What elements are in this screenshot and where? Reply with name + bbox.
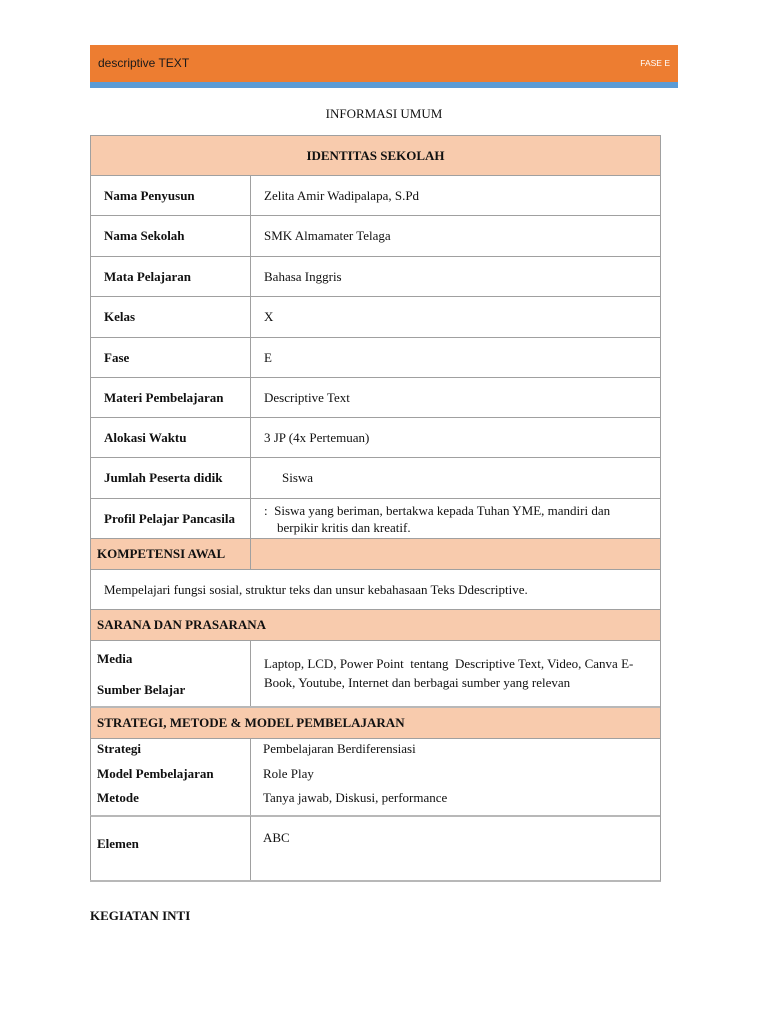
row-label-fase: Fase bbox=[90, 337, 250, 377]
row-label-alokasi-waktu: Alokasi Waktu bbox=[90, 417, 250, 457]
row-label-mata-pelajaran: Mata Pelajaran bbox=[90, 256, 250, 296]
model-pembelajaran-value: Role Play bbox=[263, 765, 314, 781]
strategi-values-cell bbox=[250, 738, 660, 815]
row-value-alokasi-waktu: 3 JP (4x Pertemuan) bbox=[250, 417, 660, 457]
sarana-value: Laptop, LCD, Power Point tentang Descriptive Text, Video, Canva E-Book, Youtube, Internet dan berbagai sumber yang relevan bbox=[250, 640, 660, 706]
kompetensi-text: Mempelajari fungsi sosial, struktur teks dan unsur kebahasaan Teks Ddescriptive. bbox=[90, 569, 660, 609]
section-title: INFORMASI UMUM bbox=[325, 106, 443, 121]
header-accent-strip bbox=[90, 82, 678, 88]
row-value-profil-pelajar-cell bbox=[250, 498, 660, 538]
row-value-jumlah-peserta: Siswa bbox=[250, 457, 660, 498]
row-value-mata-pelajaran: Bahasa Inggris bbox=[250, 256, 660, 296]
header-bar bbox=[90, 45, 678, 82]
row-label-nama-penyusun: Nama Penyusun bbox=[90, 175, 250, 215]
media-label: Media bbox=[97, 651, 133, 666]
sarana-heading: SARANA DAN PRASARANA bbox=[90, 609, 660, 640]
row-label-kelas: Kelas bbox=[90, 296, 250, 337]
kompetensi-heading: KOMPETENSI AWAL bbox=[90, 538, 250, 569]
row-label-profil-pelajar: Profil Pelajar Pancasila bbox=[90, 498, 250, 538]
metode-label: Metode bbox=[97, 790, 139, 805]
row-label-materi: Materi Pembelajaran bbox=[90, 377, 250, 417]
model-pembelajaran-label: Model Pembelajaran bbox=[97, 765, 214, 781]
header-title: descriptive TEXT bbox=[98, 56, 190, 70]
info-table bbox=[90, 135, 661, 882]
strategi-value: Pembelajaran Berdiferensiasi bbox=[263, 741, 416, 756]
row-label-nama-sekolah: Nama Sekolah bbox=[90, 215, 250, 256]
strategi-label: Strategi bbox=[97, 741, 142, 756]
row-label-jumlah-peserta: Jumlah Peserta didik bbox=[90, 457, 250, 498]
elemen-value: ABC bbox=[250, 815, 660, 880]
row-value-nama-penyusun: Zelita Amir Wadipalapa, S.Pd bbox=[250, 175, 660, 215]
strategi-heading: STRATEGI, METODE & MODEL PEMBELAJARAN bbox=[90, 706, 660, 738]
elemen-label: Elemen bbox=[90, 815, 250, 880]
next-section-title: KEGIATAN INTI bbox=[90, 908, 191, 923]
sumber-belajar-label: Sumber Belajar bbox=[97, 682, 186, 697]
row-value-profil-pelajar: : Siswa yang beriman, bertakwa kepada Tuhan YME, mandiri dan berpikir kritis dan kreatif. bbox=[264, 502, 614, 535]
strategi-labels-cell bbox=[90, 738, 250, 815]
row-value-fase: E bbox=[250, 337, 660, 377]
kompetensi-heading-empty-cell bbox=[250, 538, 660, 569]
header-phase: FASE E bbox=[640, 58, 670, 68]
row-value-materi: Descriptive Text bbox=[250, 377, 660, 417]
sarana-labels-cell bbox=[90, 640, 250, 706]
metode-value: Tanya jawab, Diskusi, performance bbox=[263, 790, 448, 805]
row-value-nama-sekolah: SMK Almamater Telaga bbox=[250, 215, 660, 256]
identitas-heading: IDENTITAS SEKOLAH bbox=[90, 135, 660, 175]
row-value-kelas: X bbox=[250, 296, 660, 337]
